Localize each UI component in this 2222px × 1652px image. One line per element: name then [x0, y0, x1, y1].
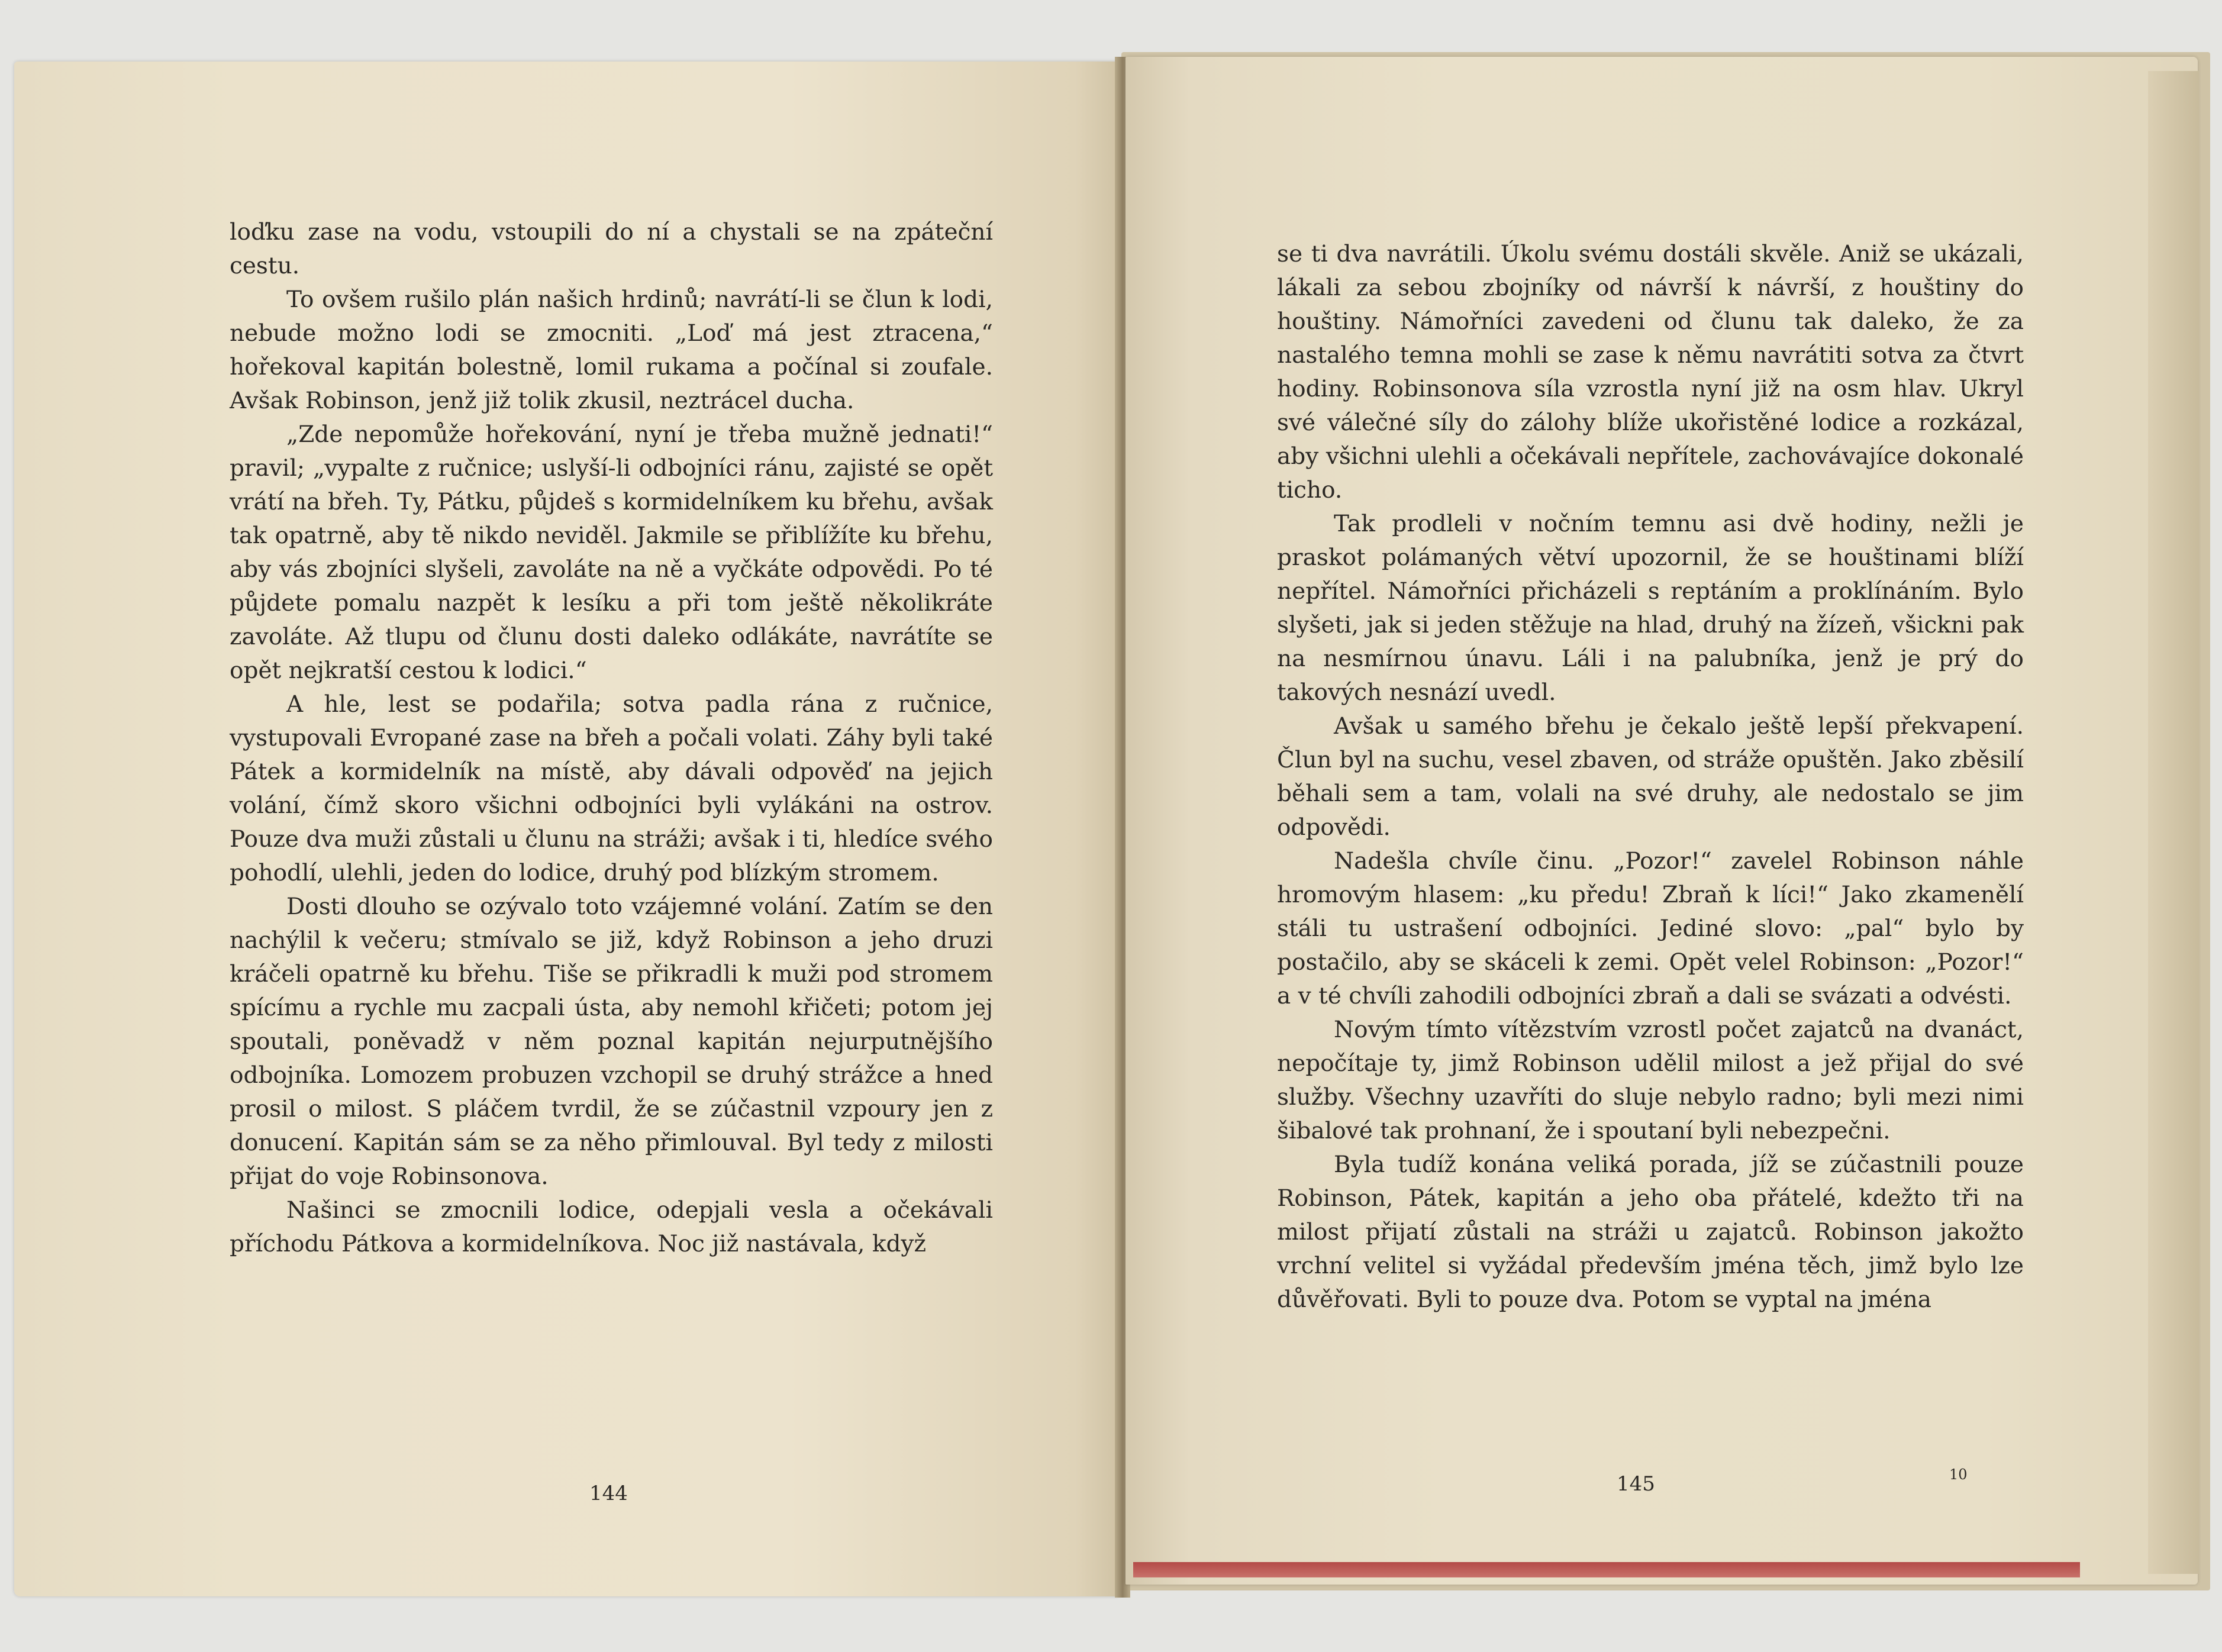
left-paragraph-5: Dosti dlouho se ozývalo toto vzájemné volání. Zatím se den nachýlil k večeru; stmívalo se již, když Robinson a jeho druzi kráčeli opatrně ku břehu. Tiše se přikradli k muži pod stromem spícímu a rychle mu zacpali ústa, aby nemohl křičeti; potom jej spoutali, poněvadž v něm poznal kapitán nejurputnějšího odbojníka. Lomozem probuzen vzchopil se druhý strážce a hned prosil o milost. S pláčem tvrdil, že se zúčastnil vzpoury jen z donucení. Kapitán sám se za něho přimlouval. Byl tedy z milosti přijat do voje Robinsonova. [230, 893, 993, 1190]
left-page [14, 62, 1120, 1596]
right-paragraph-1: se ti dva navrátili. Úkolu svému dostáli skvěle. Aniž se ukázali, lákali za sebou zbojníky od návrší k návrší, z houštiny do houštiny. Námořníci zavedeni od člunu tak daleko, že za nastalého temna mohli se zase k němu navrátiti sotva za čtvrt hodiny. Robinsonova síla vzrostla nyní již na osm hlav. Ukryl své válečné síly do zálohy blíže ukořistěné lodice a rozkázal, aby všichni ulehli a očekávali nepřítele, zachovávajíce dokonalé ticho. [1277, 241, 2024, 504]
left-paragraph-1: loďku zase na vodu, vstoupili do ní a chystali se na zpáteční cestu. [230, 219, 993, 279]
right-paragraph-5: Novým tímto vítězstvím vzrostl počet zajatců na dvanáct, nepočítaje ty, jimž Robinson udělil milost a jež přijal do své služby. Všechny uzavříti do sluje nebylo radno; byli mezi nimi šibalové tak prohnaní, že i spoutaní byli nebezpečni. [1277, 1017, 2024, 1144]
left-paragraph-2: To ovšem rušilo plán našich hrdinů; navrátí-li se člun k lodi, nebude možno lodi se zmocniti. „Loď má jest ztracena,“ hořekoval kapitán bolestně, lomil rukama a počínal si zoufale. Avšak Robinson, jenž již tolik zkusil, neztrácel ducha. [230, 286, 993, 414]
right-paragraph-3: Avšak u samého břehu je čekalo ještě lepší překvapení. Člun byl na suchu, vesel zbaven, od stráže opuštěn. Jako zběsilí běhali sem a tam, volali na své druhy, ale nedostalo se jim odpovědi. [1277, 713, 2024, 841]
right-paragraph-2: Tak prodleli v nočním temnu asi dvě hodiny, nežli je praskot polámaných větví upozornil, že se houštinami blíží nepřítel. Námořníci přicházeli s reptáním a proklínáním. Bylo slyšeti, jak si jeden stěžuje na hlad, druhý na žízeň, všickni pak na nesmírnou únavu. Láli i na palubníka, jenž je prý do takových nesnází uvedl. [1277, 511, 2024, 706]
left-paragraph-3: „Zde nepomůže hořekování, nyní je třeba mužně jednati!“ pravil; „vypalte z ručnice; uslyší-li odbojníci ránu, zajisté se opět vrátí na břeh. Ty, Pátku, půjdeš s kormidelníkem ku břehu, avšak tak opatrně, aby tě nikdo neviděl. Jakmile se přiblížíte ku břehu, aby vás zbojníci slyšeli, zavoláte na ně a vyčkáte odpovědi. Po té půjdete pomalu nazpět k lesíku a při tom ještě několikráte zavoláte. Až tlupu od člunu dosti daleko odlákáte, navrátíte se opět nejkratší cestou k lodici.“ [230, 421, 993, 684]
left-paragraph-6: Našinci se zmocnili lodice, odepjali vesla a očekávali příchodu Pátkova a kormidelníkova. Noc již nastávala, když [230, 1197, 993, 1257]
left-paragraph-4: A hle, lest se podařila; sotva padla rána z ručnice, vystupovali Evropané zase na břeh a počali volati. Záhy byli také Pátek a kormidelník na místě, aby dávali odpověď na jejich volání, čímž skoro všichni odbojníci byli vylákáni na ostrov. Pouze dva muži zůstali u člunu na stráži; avšak i ti, hledíce svého pohodlí, ulehli, jeden do lodice, druhý pod blízkým stromem. [230, 691, 993, 886]
right-page-number: 145 [1617, 1472, 1655, 1496]
right-paragraph-6: Byla tudíž konána veliká porada, jíž se zúčastnili pouze Robinson, Pátek, kapitán a jeho oba přátelé, kdežto tři na milost přijatí zůstali na stráži u zajatců. Robinson jakožto vrchní velitel si vyžádal především jména těch, jimž bylo lze důvěřovati. Byli to pouze dva. Potom se vyptal na jména [1277, 1151, 2024, 1313]
right-page-edge [2148, 71, 2199, 1574]
right-paragraph-4: Nadešla chvíle činu. „Pozor!“ zavelel Robinson náhle hromovým hlasem: „ku předu! Zbraň k líci!“ Jako zkamenělí stáli tu ustrašení odbojníci. Jediné slovo: „pal“ bylo by postačilo, aby se skáceli k zemi. Opět velel Robinson: „Pozor!“ a v té chvíli zahodili odbojníci zbraň a dali se svázati a odvésti. [1277, 848, 2024, 1009]
right-page-text [1277, 237, 2024, 1317]
left-page-text [230, 215, 993, 1261]
left-page-number: 144 [589, 1482, 628, 1505]
signature-mark: 10 [1949, 1466, 1968, 1483]
red-binding-strip [1133, 1562, 2080, 1577]
right-page [1125, 57, 2198, 1585]
